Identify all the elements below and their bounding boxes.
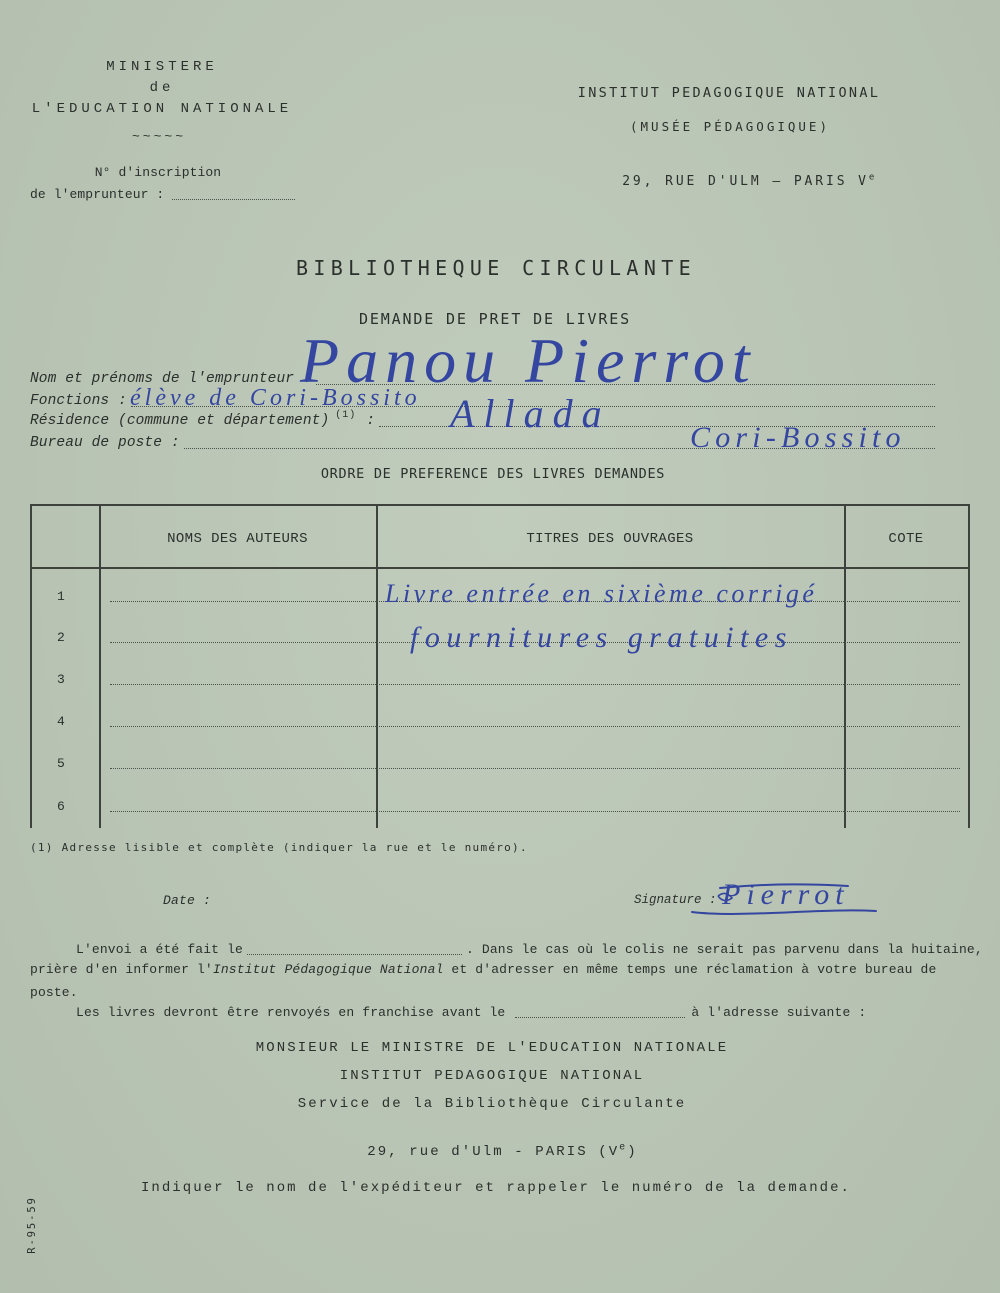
row-number: 2 — [57, 630, 65, 645]
table-caption: ORDRE DE PREFERENCE DES LIVRES DEMANDES — [320, 466, 666, 482]
ministry-line-2: de — [149, 80, 175, 96]
table-header-rule — [30, 567, 970, 569]
address-footnote: (1) Adresse lisible et complète (indiquer la rue et le numéro). — [30, 841, 528, 854]
return-line — [76, 1003, 866, 1023]
table-left-rule — [30, 504, 32, 828]
return-address-street: 29, rue d'Ulm - PARIS (V — [367, 1144, 620, 1160]
row-number: 1 — [57, 589, 65, 604]
function-label: Fonctions : — [30, 393, 127, 409]
column-header-titles: TITRES DES OUVRAGES — [526, 531, 694, 547]
shipment-line — [76, 940, 983, 960]
residence-handwritten: Allada — [450, 391, 611, 436]
ministry-line-1: MINISTERE — [106, 59, 218, 75]
shipment-suffix: . Dans le cas où le colis ne serait pas parvenu dans la huitaine, — [465, 942, 983, 957]
ministry-line-3: L'EDUCATION NATIONALE — [31, 101, 293, 117]
ornament-divider: ~~~~~ — [131, 129, 186, 144]
dotted-leader — [110, 797, 960, 812]
row-number: 6 — [57, 799, 65, 814]
inform-suffix: et d'adresser en même temps une réclamation à votre bureau de — [443, 962, 937, 977]
institute-address — [539, 152, 939, 189]
residence-colon: : — [366, 413, 376, 429]
dotted-leader — [110, 712, 960, 727]
signature-flourish — [680, 876, 885, 921]
institute-address-superscript: e — [868, 172, 878, 183]
form-subtitle: DEMANDE DE PRET DE LIVRES — [358, 310, 632, 328]
row-number: 3 — [57, 672, 65, 687]
column-header-cote: COTE — [888, 531, 924, 547]
date-label: Date : — [163, 893, 212, 908]
dotted-leader — [110, 670, 960, 685]
column-header-authors: NOMS DES AUTEURS — [167, 531, 308, 547]
table-row — [30, 754, 969, 774]
dotted-leader — [515, 1003, 685, 1018]
signature-label: Signature : — [634, 893, 717, 907]
book-title-handwritten: Livre entrée en sixième corrigé — [385, 579, 818, 608]
dotted-leader — [110, 754, 960, 769]
return-address-line-4 — [1, 1122, 983, 1160]
return-address-close: ) — [627, 1144, 638, 1160]
registration-label-line-2: de l'emprunteur : — [30, 187, 165, 202]
inform-prefix: prière d'en informer l' — [30, 962, 213, 977]
registration-number-field — [30, 185, 295, 205]
signature-handwritten: Pierrot — [722, 878, 850, 911]
table-row — [30, 621, 969, 654]
table-titles-column-rule — [844, 504, 846, 828]
inform-line-end — [30, 983, 78, 1003]
function-handwritten: élève de Cori-Bossito — [130, 385, 421, 411]
table-number-column-rule — [99, 504, 101, 828]
books-table — [30, 504, 970, 828]
closing-note: Indiquer le nom de l'expéditeur et rappeler le numéro de la demande. — [140, 1180, 851, 1196]
return-prefix: Les livres devront être renvoyés en franchise avant le — [76, 1005, 506, 1020]
table-row — [30, 797, 969, 817]
inform-line — [30, 960, 936, 980]
residence-label: Résidence (commune et département) — [30, 413, 330, 429]
form-code: R-95-59 — [26, 1196, 38, 1254]
return-address-superscript: e — [619, 1141, 628, 1153]
residence-footnote-marker: (1) — [335, 410, 357, 421]
inform-end: poste. — [30, 985, 78, 1000]
dotted-leader — [172, 185, 295, 200]
dotted-leader — [247, 940, 462, 955]
book-title-handwritten: fournitures gratuites — [410, 621, 793, 654]
borrower-name-label: Nom et prénoms de l'emprunteur : — [30, 371, 312, 387]
post-office-handwritten: Cori-Bossito — [690, 421, 906, 454]
borrower-name-handwritten: Panou Pierrot — [300, 325, 757, 396]
table-authors-column-rule — [376, 504, 378, 828]
inform-institute: Institut Pédagogique National — [212, 962, 444, 977]
institute-name: INSTITUT PEDAGOGIQUE NATIONAL — [577, 85, 881, 101]
table-row — [30, 670, 969, 690]
return-address-line-2: INSTITUT PEDAGOGIQUE NATIONAL — [339, 1068, 645, 1084]
form-title: BIBLIOTHEQUE CIRCULANTE — [296, 256, 696, 280]
museum-name: (MUSÉE PÉDAGOGIQUE) — [630, 119, 830, 134]
table-row — [30, 712, 969, 732]
row-number: 4 — [57, 714, 65, 729]
return-suffix: à l'adresse suivante : — [691, 1005, 867, 1020]
registration-label: N° d'inscription — [94, 165, 222, 180]
table-top-rule — [30, 504, 970, 506]
table-row — [30, 579, 969, 608]
shipment-prefix: L'envoi a été fait le — [76, 942, 243, 957]
row-number: 5 — [57, 756, 65, 771]
institute-address-text: 29, RUE D'ULM — PARIS V — [622, 174, 869, 189]
return-address-line-1: MONSIEUR LE MINISTRE DE L'EDUCATION NATIONALE — [255, 1040, 729, 1056]
return-address-line-3: Service de la Bibliothèque Circulante — [297, 1096, 687, 1112]
post-office-label: Bureau de poste : — [30, 435, 180, 451]
table-right-rule — [968, 504, 970, 828]
